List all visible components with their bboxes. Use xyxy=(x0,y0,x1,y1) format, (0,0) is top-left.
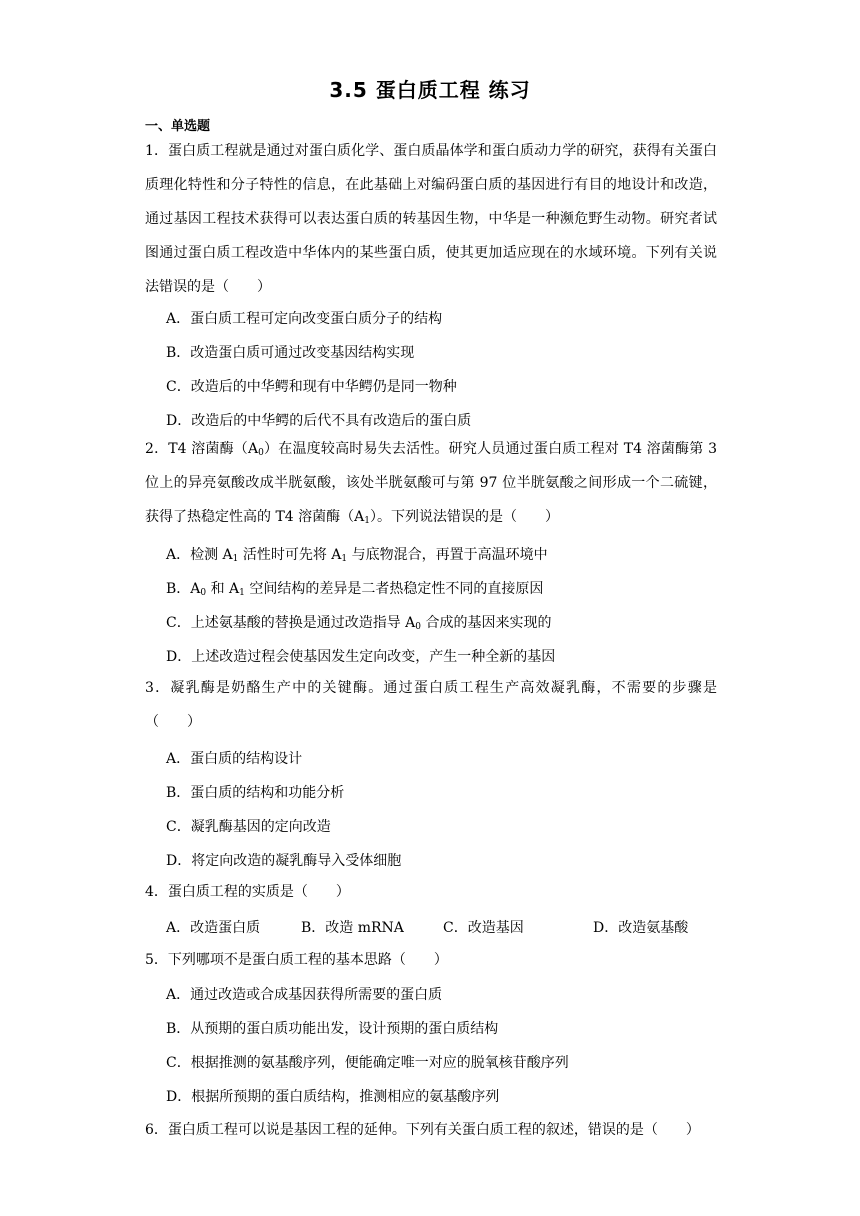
question-1-option-c: C．改造后的中华鳄和现有中华鳄仍是同一物种 xyxy=(166,379,457,395)
question-5-option-b: B．从预期的蛋白质功能出发，设计预期的蛋白质结构 xyxy=(166,1021,499,1037)
question-5-option-d: D．根据所预期的蛋白质结构，推测相应的氨基酸序列 xyxy=(166,1089,500,1105)
question-6-stem: 6．蛋白质工程可以说是基因工程的延伸。下列有关蛋白质工程的叙述，错误的是（ ） xyxy=(145,1122,700,1138)
question-4-option-b: B．改造 mRNA xyxy=(301,920,404,936)
question-1-stem: 1．蛋白质工程就是通过对蛋白质化学、蛋白质晶体学和蛋白质动力学的研究，获得有关蛋白质理化特性和分子特性的信息，在此基础上对编码蛋白质的基因进行有目的地设计和改造，通过基因工程技术获得可以表达蛋白质的转基因生物，中华是一种濒危野生动物。研究者试图通过蛋白质工程改造中华体内的某些蛋白质，使其更加适应现在的水域环境。下列有关说法错误的是（ ） xyxy=(145,143,717,295)
question-1-option-b: B．改造蛋白质可通过改变基因结构实现 xyxy=(166,345,415,361)
question-3-stem: 3．凝乳酶是奶酪生产中的关键酶。通过蛋白质工程生产高效凝乳酶，不需要的步骤是（ ） xyxy=(145,680,717,730)
question-4-option-d: D．改造氨基酸 xyxy=(593,920,689,936)
question-2-option-d: D．上述改造过程会使基因发生定向改变，产生一种全新的基因 xyxy=(166,649,556,665)
question-3-option-b: B．蛋白质的结构和功能分析 xyxy=(166,785,345,801)
question-5-option-c: C．根据推测的氨基酸序列，便能确定唯一对应的脱氧核苷酸序列 xyxy=(166,1055,569,1071)
page-title: 3.5 蛋白质工程 练习 xyxy=(329,78,531,102)
question-3-option-d: D．将定向改造的凝乳酶导入受体细胞 xyxy=(166,853,402,869)
question-5-option-a: A．通过改造或合成基因获得所需要的蛋白质 xyxy=(166,987,443,1003)
question-4-options xyxy=(166,917,726,937)
question-4-stem: 4．蛋白质工程的实质是（ ） xyxy=(145,884,350,900)
question-4-option-a: A．改造蛋白质 xyxy=(166,920,261,936)
question-2-option-b: B．$A_0$ 和 $A_1$ 空间结构的差异是二者热稳定性不同的直接原因 xyxy=(166,581,544,598)
question-4-option-c: C．改造基因 xyxy=(443,920,524,936)
question-3-option-c: C．凝乳酶基因的定向改造 xyxy=(166,819,331,835)
question-5-stem: 5．下列哪项不是蛋白质工程的基本思路（ ） xyxy=(145,952,448,968)
question-2-option-a: A．检测 $A_1$ 活性时可先将 $A_1$ 与底物混合，再置于高温环境中 xyxy=(166,547,548,564)
question-1-option-d: D．改造后的中华鳄的后代不具有改造后的蛋白质 xyxy=(166,413,472,429)
question-3-option-a: A．蛋白质的结构设计 xyxy=(166,751,303,767)
question-2-option-c: C．上述氨基酸的替换是通过改造指导 $A_0$ 合成的基因来实现的 xyxy=(166,615,552,632)
question-2-stem: 2．T4 溶菌酶$(A_0)$在温度较高时易失去活性。研究人员通过蛋白质工程对 T4 溶菌酶第 3 位上的异亮氨酸改成半胱氨酸，该处半胱氨酸可与第 97 位半胱氨酸之间形成一个二硫键，获得了热稳定性高的 T4 溶菌酶$(A_1)$。下列说法错误的是（ ） xyxy=(145,441,717,526)
question-1-option-a: A．蛋白质工程可定向改变蛋白质分子的结构 xyxy=(166,311,443,327)
section-heading: 一、单选题 xyxy=(145,119,211,134)
